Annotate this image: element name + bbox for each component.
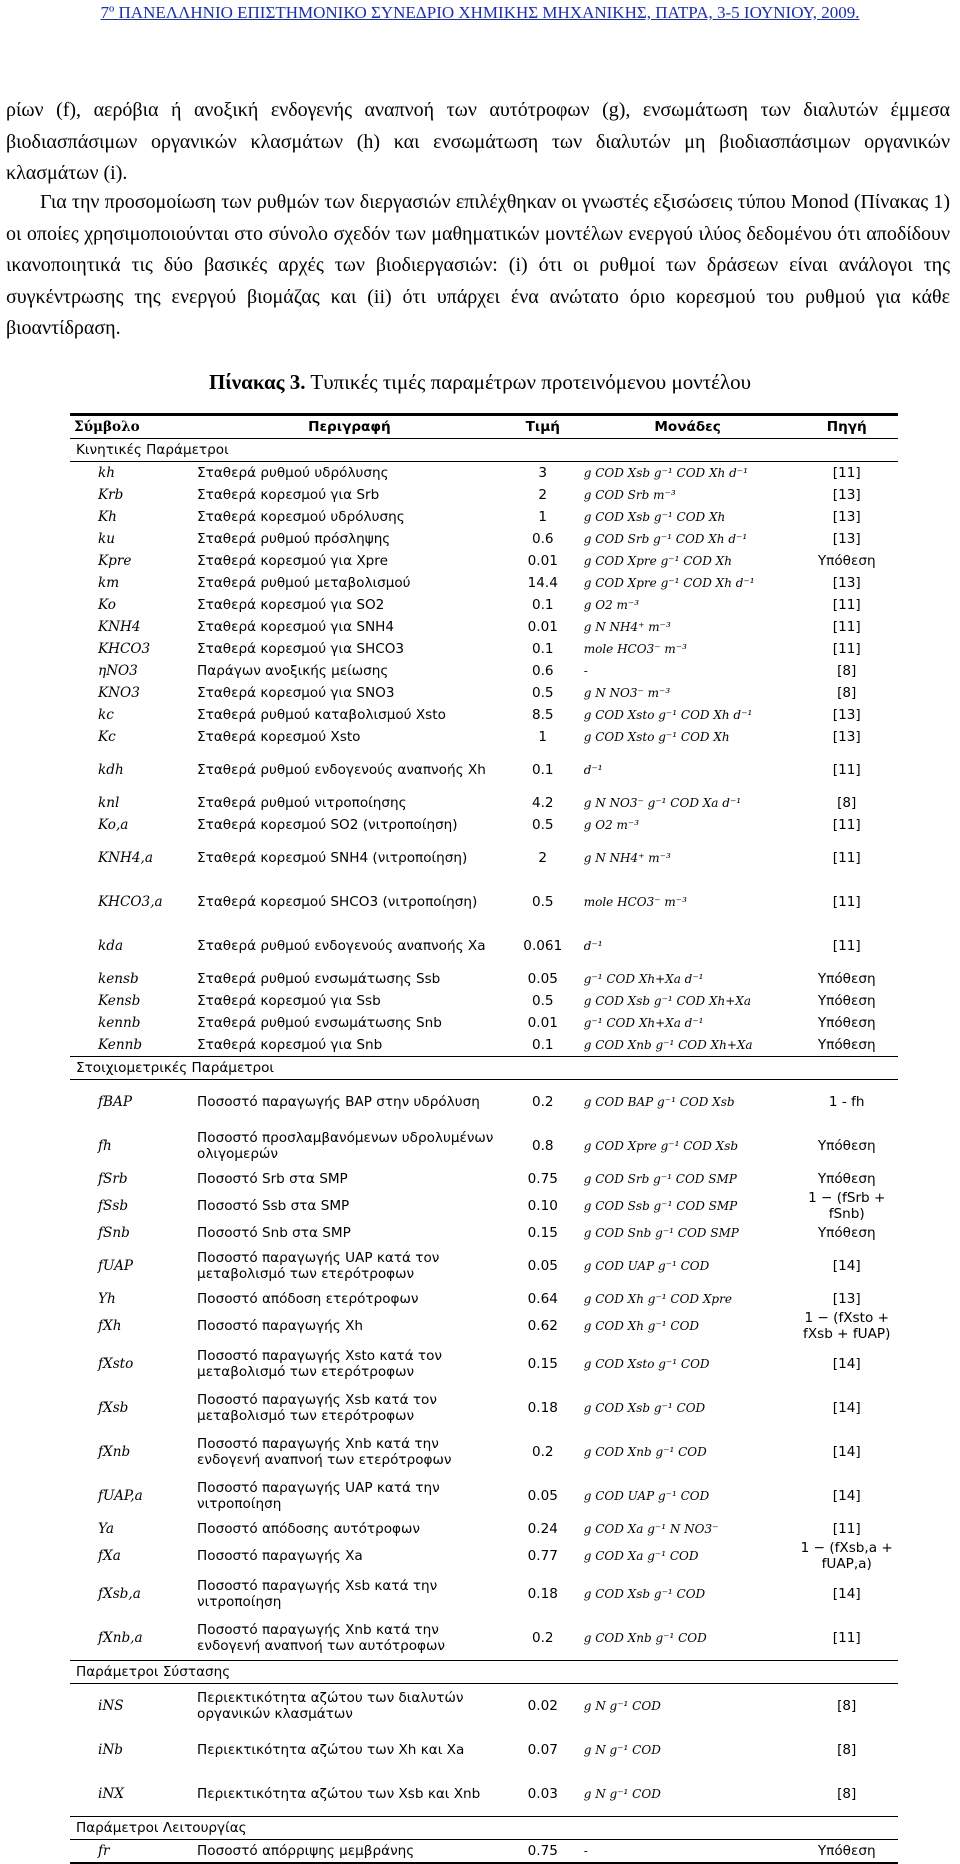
cell-symbol: fr — [70, 1840, 193, 1864]
cell-description: Ποσοστό παραγωγής Xnb κατά την ενδογενή αναπνοή των ετερότροφων — [197, 1436, 452, 1468]
cell-description: Σταθερά ρυθμού ενσωμάτωσης Ssb — [197, 971, 441, 987]
table-caption — [0, 370, 960, 395]
cell-value: 14.4 — [527, 575, 558, 591]
cell-symbol: fh — [98, 1138, 112, 1154]
cell-units: g COD Srb g⁻¹ COD Xh d⁻¹ — [583, 532, 748, 546]
cell-source: [13] — [832, 1291, 861, 1307]
cell-value: 0.18 — [527, 1400, 558, 1416]
cell-description: Ποσοστό παραγωγής Xa — [197, 1548, 363, 1564]
cell-description: Ποσοστό απόδοση ετερότροφων — [197, 1291, 419, 1307]
cell-units: g COD UAP g⁻¹ COD — [583, 1259, 710, 1273]
col-header-source: Πηγή — [795, 415, 898, 439]
cell-units: g N NH4⁺ m⁻³ — [583, 620, 671, 634]
cell-description: Σταθερά κορεσμού για Xpre — [197, 553, 388, 569]
table-row — [70, 1572, 898, 1616]
cell-symbol: kda — [98, 938, 124, 954]
cell-description: Παράγων ανοξικής μείωσης — [197, 663, 389, 679]
cell-symbol: KHCO3 — [98, 641, 151, 657]
cell-units: g N NO3⁻ m⁻³ — [583, 686, 671, 700]
cell-symbol: knl — [98, 795, 120, 811]
cell-symbol: fXh — [98, 1318, 122, 1334]
cell-value: 0.1 — [531, 597, 554, 613]
cell-value: 0.18 — [527, 1586, 558, 1602]
cell-description: Ποσοστό Snb στα SMP — [197, 1225, 351, 1241]
cell-description: Σταθερά κορεσμού υδρόλυσης — [197, 509, 405, 525]
cell-units: g O2 m⁻³ — [583, 818, 640, 832]
cell-symbol: Kh — [98, 509, 117, 525]
cell-source: [14] — [832, 1586, 861, 1602]
cell-symbol: kc — [98, 707, 114, 723]
cell-description: Σταθερά κορεσμού SO2 (νιτροποίηση) — [197, 817, 458, 833]
cell-source: [11] — [832, 465, 861, 481]
cell-source: [8] — [837, 1742, 857, 1758]
cell-value: 0.05 — [527, 971, 558, 987]
cell-description: Σταθερά κορεσμού για SHCO3 — [197, 641, 405, 657]
cell-source: Υπόθεση — [817, 1171, 876, 1187]
cell-source: [11] — [832, 817, 861, 833]
cell-symbol: kensb — [98, 971, 139, 987]
col-header-units: Μονάδες — [580, 415, 796, 439]
cell-value: 0.01 — [527, 1015, 558, 1031]
cell-value: 3 — [538, 465, 548, 481]
cell-description: Ποσοστό απόρριψης μεμβράνης — [193, 1840, 506, 1864]
cell-units: g COD Xa g⁻¹ COD — [583, 1549, 699, 1563]
table-row — [70, 704, 898, 726]
cell-symbol: Kensb — [98, 993, 141, 1009]
table-row — [70, 1840, 898, 1864]
table-row — [70, 484, 898, 506]
cell-source: [14] — [832, 1356, 861, 1372]
cell-value: 0.24 — [527, 1521, 558, 1537]
conference-header: 7º ΠΑΝΕΛΛΗΝΙΟ ΕΠΙΣΤΗΜΟΝΙΚΟ ΣΥΝΕΔΡΙΟ ΧΗΜΙΚΗΣ ΜΗΧΑΝΙΚΗΣ, ΠΑΤΡΑ, 3-5 ΙΟΥΝΙΟΥ, 2009. — [100, 3, 860, 22]
cell-value: 0.2 — [531, 1094, 554, 1110]
cell-value: 0.10 — [527, 1198, 558, 1214]
cell-description: Περιεκτικότητα αζώτου των Xsb και Xnb — [197, 1786, 481, 1802]
cell-description: Σταθερά ρυθμού πρόσληψης — [197, 531, 391, 547]
cell-units: g N g⁻¹ COD — [583, 1699, 661, 1713]
cell-units: g COD Xnb g⁻¹ COD — [583, 1445, 707, 1459]
table-row — [70, 990, 898, 1012]
table-row — [70, 1190, 898, 1222]
section-title: Στοιχιομετρικές Παράμετροι — [70, 1057, 898, 1080]
cell-source: Υπόθεση — [817, 971, 876, 987]
cell-units: g N g⁻¹ COD — [583, 1787, 661, 1801]
cell-value: 4.2 — [531, 795, 554, 811]
table-row — [70, 1288, 898, 1310]
cell-source: [11] — [832, 597, 861, 613]
table-row — [70, 1518, 898, 1540]
cell-units: g⁻¹ COD Xh+Xa d⁻¹ — [583, 972, 704, 986]
table-row — [70, 1474, 898, 1518]
cell-value: 0.15 — [527, 1225, 558, 1241]
paragraph-monod: Για την προσομοίωση των ρυθμών των διεργασιών επιλέχθηκαν οι γνωστές εξισώσεις τύπου Monod (Πίνακας 1) οι οποίες χρησιμοποιούνται στο σύνολο σχεδόν των μαθηματικών μοντέλων ενεργού ιλύος δεδομένου ότι αποδίδουν ικανοποιητικά τις δύο βασικές αρχές των βιοδιεργασιών: (i) ότι οι ρυθμοί των δράσεων είναι ανάλογοι της συγκέντρωσης της ενεργού βιομάζας και (ii) ότι υπάρχει ένα ανώτατο όριο κορεσμού του ρυθμού για κάθε βιοαντίδραση. — [6, 191, 950, 339]
cell-description: Σταθερά κορεσμού για Srb — [197, 487, 380, 503]
cell-source: [11] — [832, 641, 861, 657]
table-row — [70, 616, 898, 638]
cell-source: 1 − (fSrb + fSnb) — [808, 1190, 886, 1222]
cell-units: g COD Xpre g⁻¹ COD Xh — [583, 554, 732, 568]
cell-symbol: fUAP,a — [98, 1488, 143, 1504]
cell-units: g COD Ssb g⁻¹ COD SMP — [583, 1199, 738, 1213]
cell-units: g COD Xnb g⁻¹ COD Xh+Xa — [583, 1038, 753, 1052]
table-row — [70, 1310, 898, 1342]
cell-symbol: kh — [98, 465, 115, 481]
caption-text: Τυπικές τιμές παραμέτρων προτεινόμενου μοντέλου — [305, 370, 752, 394]
cell-source: 1 − (fXsto + fXsb + fUAP) — [803, 1310, 891, 1342]
cell-description: Σταθερά ρυθμού νιτροποίησης — [197, 795, 407, 811]
cell-description: Σταθερά ρυθμού μεταβολισμού — [197, 575, 411, 591]
table-row — [70, 1034, 898, 1057]
cell-source: [11] — [832, 619, 861, 635]
cell-value: 0.5 — [531, 894, 554, 910]
cell-units: g COD Xnb g⁻¹ COD — [583, 1631, 707, 1645]
cell-value: 0.6 — [531, 663, 554, 679]
cell-value: 0.03 — [527, 1786, 558, 1802]
cell-value: 0.77 — [527, 1548, 558, 1564]
cell-description: Ποσοστό προσλαμβανόμενων υδρολυμένων ολιγομερών — [197, 1130, 494, 1162]
cell-description: Σταθερά ρυθμού ενδογενούς αναπνοής Xh — [197, 762, 486, 778]
cell-description: Σταθερά ρυθμού υδρόλυσης — [197, 465, 389, 481]
cell-description: Σταθερά κορεσμού για SNH4 — [197, 619, 395, 635]
cell-units: g COD Xsb g⁻¹ COD Xh d⁻¹ — [583, 466, 748, 480]
cell-description: Ποσοστό παραγωγής UAP κατά τον μεταβολισμό των ετερότροφων — [197, 1250, 440, 1282]
cell-symbol: fSrb — [98, 1171, 128, 1187]
cell-symbol: fXnb — [98, 1444, 131, 1460]
table-row — [70, 1386, 898, 1430]
cell-source: [13] — [832, 487, 861, 503]
cell-units: g COD BAP g⁻¹ COD Xsb — [583, 1095, 735, 1109]
cell-source: [8] — [837, 663, 857, 679]
table-row — [70, 748, 898, 792]
cell-value: 0.02 — [527, 1698, 558, 1714]
cell-description: Ποσοστό παραγωγής UAP κατά την νιτροποίηση — [197, 1480, 440, 1512]
cell-source: 1 - fh — [828, 1094, 865, 1110]
table-row — [70, 1080, 898, 1125]
cell-source: Υπόθεση — [817, 993, 876, 1009]
cell-source: Υπόθεση — [817, 553, 876, 569]
cell-value: 1 — [538, 729, 548, 745]
table-row — [70, 924, 898, 968]
cell-units: g COD Xpre g⁻¹ COD Xh d⁻¹ — [583, 576, 755, 590]
cell-symbol: kennb — [98, 1015, 141, 1031]
cell-description: Ποσοστό παραγωγής Xnb κατά την ενδογενή αναπνοή των αυτότροφων — [197, 1622, 445, 1654]
cell-units: d⁻¹ — [583, 763, 603, 777]
cell-symbol: iNb — [98, 1742, 123, 1758]
cell-source: [14] — [832, 1444, 861, 1460]
table-row — [70, 968, 898, 990]
section-header-row — [70, 439, 898, 462]
cell-value: 0.62 — [527, 1318, 558, 1334]
cell-source: [11] — [832, 762, 861, 778]
cell-description: Σταθερά κορεσμού SHCO3 (νιτροποίηση) — [197, 894, 478, 910]
cell-units: - — [583, 664, 588, 678]
table-row — [70, 1124, 898, 1168]
table-row — [70, 1616, 898, 1661]
cell-description: Σταθερά κορεσμού SNH4 (νιτροποίηση) — [197, 850, 468, 866]
cell-source: [13] — [832, 575, 861, 591]
table-row — [70, 836, 898, 880]
cell-symbol: Yh — [98, 1291, 116, 1307]
table-row — [70, 1342, 898, 1386]
cell-source: [14] — [832, 1400, 861, 1416]
cell-units: g COD Xsb g⁻¹ COD — [583, 1587, 706, 1601]
cell-units: g COD UAP g⁻¹ COD — [583, 1489, 710, 1503]
cell-units: g⁻¹ COD Xh+Xa d⁻¹ — [583, 1016, 704, 1030]
cell-value: 0.05 — [527, 1488, 558, 1504]
cell-description: Σταθερά κορεσμού για Snb — [197, 1037, 383, 1053]
cell-value: 0.5 — [531, 685, 554, 701]
cell-source: 1 − (fXsb,a + fUAP,a) — [800, 1540, 893, 1572]
cell-units: g COD Srb m⁻³ — [583, 488, 676, 502]
cell-symbol: Ya — [98, 1521, 115, 1537]
cell-units: g COD Xa g⁻¹ N NO3⁻ — [583, 1522, 719, 1536]
cell-symbol: Krb — [98, 487, 124, 503]
table-row — [70, 1540, 898, 1572]
cell-symbol: fUAP — [98, 1258, 134, 1274]
cell-units: g N NO3⁻ g⁻¹ COD Xa d⁻¹ — [583, 796, 742, 810]
cell-source: [8] — [837, 1786, 857, 1802]
cell-source: Υπόθεση — [817, 1015, 876, 1031]
cell-description: Ποσοστό παραγωγής BAP στην υδρόλυση — [197, 1094, 480, 1110]
cell-value: 1 — [538, 509, 548, 525]
table-header-row — [70, 415, 898, 439]
cell-source: Υπόθεση — [817, 1138, 876, 1154]
cell-units: g COD Xsb g⁻¹ COD — [583, 1401, 706, 1415]
table-row — [70, 1222, 898, 1244]
cell-value: 0.2 — [531, 1630, 554, 1646]
table-row — [70, 814, 898, 836]
cell-value: 0.01 — [527, 553, 558, 569]
cell-description: Ποσοστό παραγωγής Xh — [197, 1318, 364, 1334]
cell-description: Περιεκτικότητα αζώτου των Xh και Xa — [197, 1742, 465, 1758]
table-row — [70, 726, 898, 748]
cell-units: g N NH4⁺ m⁻³ — [583, 851, 671, 865]
col-header-value: Τιμή — [506, 415, 580, 439]
cell-description: Σταθερά κορεσμού Xsto — [197, 729, 361, 745]
cell-units: g N g⁻¹ COD — [583, 1743, 661, 1757]
section-title: Κινητικές Παράμετροι — [70, 439, 898, 462]
table-body — [70, 439, 898, 1864]
cell-value: 0.8 — [531, 1138, 554, 1154]
cell-symbol: iNS — [98, 1698, 124, 1714]
cell-units: g COD Srb g⁻¹ COD SMP — [583, 1172, 737, 1186]
cell-value: 0.01 — [527, 619, 558, 635]
section-title: Παράμετροι Σύστασης — [70, 1661, 898, 1684]
cell-value: 0.07 — [527, 1742, 558, 1758]
cell-units: g COD Xsb g⁻¹ COD Xh+Xa — [583, 994, 752, 1008]
cell-symbol: KHCO3,a — [98, 894, 163, 910]
cell-symbol: ku — [98, 531, 115, 547]
cell-value: 0.1 — [531, 641, 554, 657]
cell-units: g COD Xsto g⁻¹ COD — [583, 1357, 710, 1371]
cell-units: g COD Xsto g⁻¹ COD Xh d⁻¹ — [583, 708, 753, 722]
cell-symbol: Kennb — [98, 1037, 143, 1053]
cell-source: [11] — [832, 1630, 861, 1646]
parameters-table — [70, 413, 898, 1864]
table-row — [70, 462, 898, 485]
table-row — [70, 1244, 898, 1288]
cell-symbol: KNO3 — [98, 685, 140, 701]
table-row — [70, 528, 898, 550]
table-row — [70, 550, 898, 572]
cell-symbol: fXsb,a — [98, 1586, 141, 1602]
cell-source: Υπόθεση — [795, 1840, 898, 1864]
cell-source: Υπόθεση — [817, 1225, 876, 1241]
table-row — [70, 1430, 898, 1474]
cell-source: [11] — [832, 894, 861, 910]
cell-value: 2 — [538, 487, 548, 503]
cell-source: [13] — [832, 707, 861, 723]
cell-source: [13] — [832, 729, 861, 745]
cell-units: g COD Xh g⁻¹ COD — [583, 1319, 700, 1333]
cell-value: 0.2 — [531, 1444, 554, 1460]
cell-source: [8] — [837, 1698, 857, 1714]
table-row — [70, 1728, 898, 1772]
table-row — [70, 638, 898, 660]
cell-units: g COD Xsb g⁻¹ COD Xh — [583, 510, 726, 524]
cell-symbol: fBAP — [98, 1094, 132, 1110]
paragraph-continuation: ρίων (f), αερόβια ή ανοξική ενδογενής αναπνοή των αυτότροφων (g), ενσωμάτωση των διαλυτών έμμεσα βιοδιασπάσιμων οργανικών κλασμάτων (h) και ενσωμάτωση των διαλυτών μη βιοδιασπάσιμων οργανικών κλασμάτων (i). — [6, 99, 950, 184]
table-row — [70, 682, 898, 704]
cell-source: Υπόθεση — [817, 1037, 876, 1053]
cell-units: mole HCO3⁻ m⁻³ — [583, 895, 687, 909]
cell-description: Σταθερά κορεσμού για Ssb — [197, 993, 381, 1009]
cell-description: Σταθερά ρυθμού καταβολισμού Xsto — [197, 707, 446, 723]
cell-source: [14] — [832, 1488, 861, 1504]
table-row — [70, 1684, 898, 1729]
cell-symbol: fXnb,a — [98, 1630, 143, 1646]
cell-source: [8] — [837, 795, 857, 811]
cell-units: g COD Snb g⁻¹ COD SMP — [583, 1226, 739, 1240]
cell-source: [8] — [837, 685, 857, 701]
cell-value: 0.061 — [523, 938, 563, 954]
cell-symbol: KNH4,a — [98, 850, 153, 866]
table-row — [70, 880, 898, 924]
cell-description: Σταθερά κορεσμού για SO2 — [197, 597, 385, 613]
table-row — [70, 1772, 898, 1817]
cell-symbol: Kc — [98, 729, 116, 745]
cell-units: mole HCO3⁻ m⁻³ — [583, 642, 687, 656]
cell-symbol: fXsto — [98, 1356, 134, 1372]
cell-units: g COD Xsto g⁻¹ COD Xh — [583, 730, 730, 744]
cell-symbol: km — [98, 575, 120, 591]
cell-description: Ποσοστό Srb στα SMP — [197, 1171, 348, 1187]
cell-source: [11] — [832, 1521, 861, 1537]
table-row — [70, 1012, 898, 1034]
cell-units: g COD Xh g⁻¹ COD Xpre — [583, 1292, 732, 1306]
cell-value: 0.1 — [531, 1037, 554, 1053]
cell-value: 2 — [538, 850, 548, 866]
cell-value: 0.75 — [506, 1840, 580, 1864]
table-row — [70, 1168, 898, 1190]
cell-source: [13] — [832, 509, 861, 525]
cell-units: g O2 m⁻³ — [583, 598, 640, 612]
section-header-row — [70, 1661, 898, 1684]
cell-description: Ποσοστό παραγωγής Xsb κατά τον μεταβολισμό των ετερότροφων — [197, 1392, 437, 1424]
cell-description: Ποσοστό παραγωγής Xsto κατά τον μεταβολισμό των ετερότροφων — [197, 1348, 442, 1380]
cell-symbol: fXa — [98, 1548, 121, 1564]
cell-value: 0.5 — [531, 993, 554, 1009]
cell-symbol: iNX — [98, 1786, 124, 1802]
cell-value: 0.15 — [527, 1356, 558, 1372]
cell-value: 0.6 — [531, 531, 554, 547]
cell-units: - — [580, 1840, 796, 1864]
cell-symbol: Ko — [98, 597, 116, 613]
cell-description: Σταθερά κορεσμού για SNO3 — [197, 685, 395, 701]
cell-source: [11] — [832, 938, 861, 954]
cell-symbol: fSnb — [98, 1225, 130, 1241]
cell-description: Σταθερά ρυθμού ενσωμάτωσης Snb — [197, 1015, 442, 1031]
col-header-description: Περιγραφή — [193, 415, 506, 439]
cell-value: 0.1 — [531, 762, 554, 778]
cell-symbol: ηNO3 — [98, 663, 138, 679]
section-header-row — [70, 1817, 898, 1840]
cell-value: 8.5 — [531, 707, 554, 723]
cell-source: [13] — [832, 531, 861, 547]
table-row — [70, 792, 898, 814]
cell-symbol: fSsb — [98, 1198, 129, 1214]
table-row — [70, 594, 898, 616]
cell-description: Ποσοστό παραγωγής Xsb κατά την νιτροποίηση — [197, 1578, 438, 1610]
cell-units: g COD Xpre g⁻¹ COD Xsb — [583, 1139, 739, 1153]
cell-units: d⁻¹ — [583, 939, 603, 953]
section-header-row — [70, 1057, 898, 1080]
table-row — [70, 572, 898, 594]
cell-description: Ποσοστό απόδοσης αυτότροφων — [197, 1521, 420, 1537]
cell-value: 0.5 — [531, 817, 554, 833]
cell-value: 0.05 — [527, 1258, 558, 1274]
cell-description: Περιεκτικότητα αζώτου των διαλυτών οργανικών κλασμάτων — [197, 1690, 464, 1722]
cell-source: [14] — [832, 1258, 861, 1274]
col-header-symbol: Σύμβολο — [70, 415, 193, 439]
cell-symbol: KNH4 — [98, 619, 141, 635]
cell-value: 0.64 — [527, 1291, 558, 1307]
caption-label: Πίνακας 3. — [208, 370, 306, 394]
cell-value: 0.75 — [527, 1171, 558, 1187]
section-title: Παράμετροι Λειτουργίας — [70, 1817, 898, 1840]
cell-symbol: fXsb — [98, 1400, 129, 1416]
cell-symbol: Ko,a — [98, 817, 129, 833]
cell-description: Σταθερά ρυθμού ενδογενούς αναπνοής Xa — [197, 938, 486, 954]
cell-source: [11] — [832, 850, 861, 866]
table-row — [70, 660, 898, 682]
cell-symbol: Kpre — [98, 553, 132, 569]
table-row — [70, 506, 898, 528]
cell-description: Ποσοστό Ssb στα SMP — [197, 1198, 350, 1214]
cell-symbol: kdh — [98, 762, 124, 778]
